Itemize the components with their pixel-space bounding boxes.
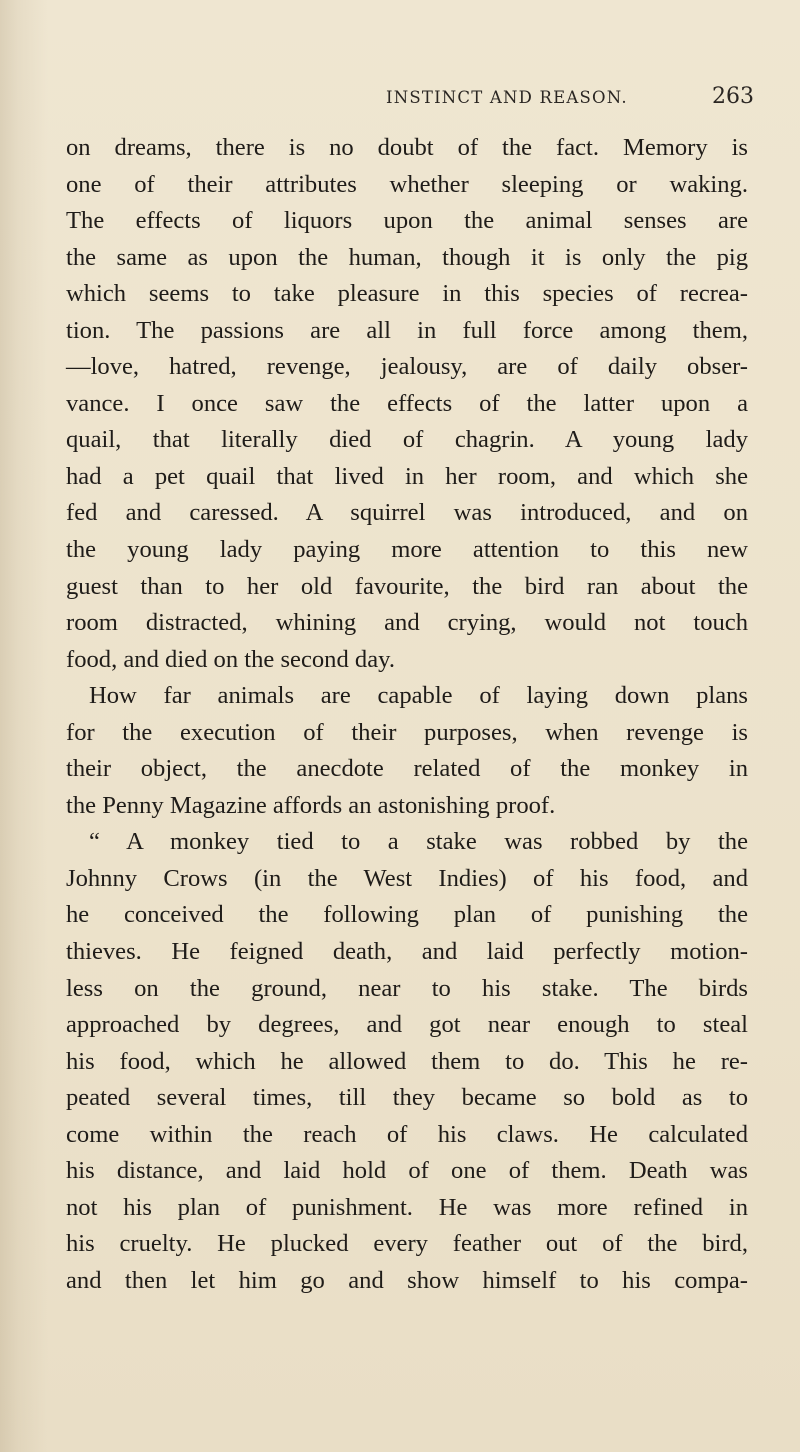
text-line: room distracted, whining and crying, would not touch: [66, 609, 748, 637]
text-line: peated several times, till they became so bold as to: [66, 1084, 748, 1112]
text-line: one of their attributes whether sleeping or waking.: [66, 170, 748, 198]
text-line: How far animals are capable of laying down plans: [89, 682, 748, 710]
text-line: guest than to her old favourite, the bird ran about the: [66, 572, 748, 600]
text-line: Johnny Crows (in the West Indies) of his food, and: [66, 864, 748, 892]
text-line: his food, which he allowed them to do. This he re-: [66, 1047, 748, 1075]
text-line: the Penny Magazine affords an astonishing proof.: [66, 791, 556, 819]
text-line: their object, the anecdote related of the monkey in: [66, 755, 748, 783]
text-line: fed and caressed. A squirrel was introduced, and on: [66, 499, 748, 527]
text-line: he conceived the following plan of punishing the: [66, 901, 748, 929]
page-header: [0, 84, 800, 114]
text-line: less on the ground, near to his stake. The birds: [66, 974, 748, 1002]
page-number: 263: [712, 84, 754, 109]
text-line: “ A monkey tied to a stake was robbed by the: [89, 828, 748, 856]
text-line: which seems to take pleasure in this species of recrea-: [66, 280, 748, 308]
text-line: and then let him go and show himself to his compa-: [66, 1266, 748, 1294]
text-line: come within the reach of his claws. He calculated: [66, 1120, 748, 1148]
text-line: not his plan of punishment. He was more refined in: [66, 1193, 748, 1221]
text-line: on dreams, there is no doubt of the fact. Memory is: [66, 134, 748, 161]
text-line: thieves. He feigned death, and laid perfectly motion-: [66, 938, 748, 966]
running-title: INSTINCT AND REASON.: [386, 88, 628, 107]
text-line: his cruelty. He plucked every feather out of the bird,: [66, 1230, 748, 1258]
text-line: had a pet quail that lived in her room, and which she: [66, 462, 748, 490]
body-text: [66, 130, 748, 1300]
text-line: quail, that literally died of chagrin. A young lady: [66, 426, 748, 454]
text-line: approached by degrees, and got near enough to steal: [66, 1011, 748, 1039]
text-line: the same as upon the human, though it is only the pig: [66, 243, 748, 271]
text-line: for the execution of their purposes, when revenge is: [66, 718, 748, 746]
text-line: food, and died on the second day.: [66, 645, 395, 673]
text-line: his distance, and laid hold of one of them. Death was: [66, 1157, 748, 1185]
text-line: tion. The passions are all in full force among them,: [66, 316, 748, 344]
text-line: —love, hatred, revenge, jealousy, are of daily obser-: [66, 353, 748, 381]
text-line: The effects of liquors upon the animal senses are: [66, 207, 748, 235]
text-line: vance. I once saw the effects of the latter upon a: [66, 389, 748, 417]
text-line: the young lady paying more attention to this new: [66, 536, 748, 564]
